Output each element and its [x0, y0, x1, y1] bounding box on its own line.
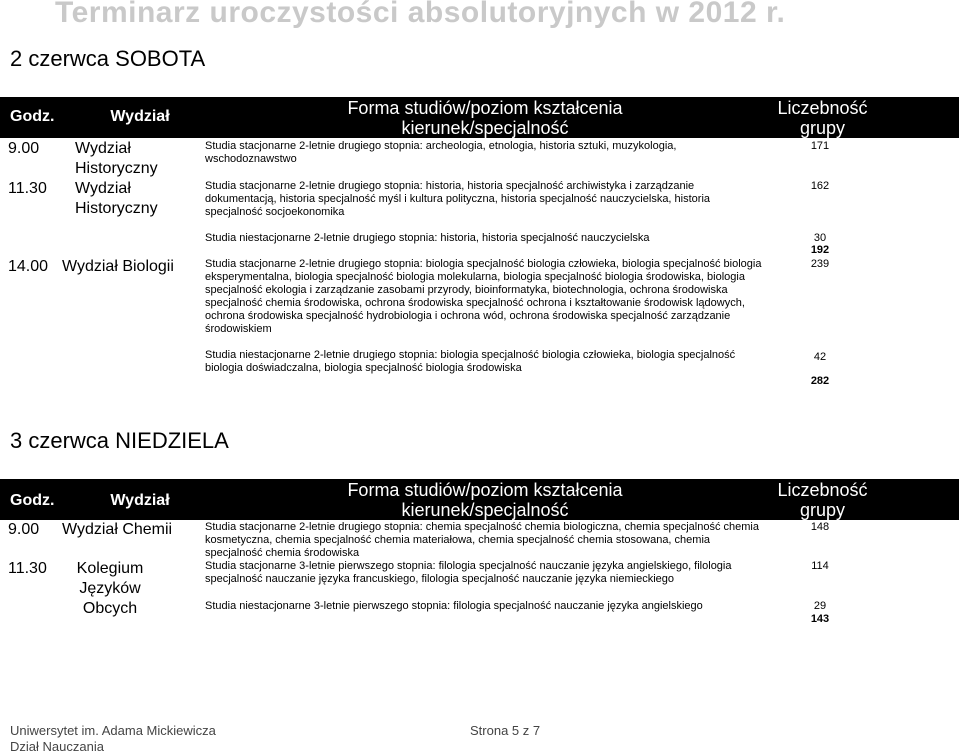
row-count: 30 — [813, 232, 827, 244]
row-time: 14.00 — [8, 258, 49, 275]
header-godz: Godz. — [10, 492, 55, 509]
table-header — [0, 479, 959, 520]
document-title: Terminarz uroczystości absolutoryjnych w 2012 r. — [55, 0, 786, 29]
row-description: Studia stacjonarne 2-letnie drugiego stopnia: biologia specjalność biologia człowieka, biologia specjalność biologia eksperymentalna, biologia specjalność biologia molekularna, biologia specjalność biologia środowiska, biologia specjalność ekologia i zarządzanie zasobami przyrody, bioinformatyka, biotechnologia, ochrona środowiska specjalność chemia środowiska, ochrona środowiska specjalność ochrona i kształtowanie środowisk lądowych, ochrona środowiska specjalność hydrobiologia i ochrona wód, ochrona środowiska specjalność zarządzanie środowiskiem — [205, 258, 762, 335]
row-description: Studia niestacjonarne 2-letnie drugiego stopnia: historia, historia specjalność nauczycielska — [205, 232, 650, 244]
row-time: 9.00 — [8, 140, 40, 157]
group-total: 143 — [810, 613, 830, 625]
row-count: 114 — [811, 560, 829, 572]
group-total: 282 — [810, 375, 830, 387]
row-faculty: Kolegium Języków Obcych — [76, 560, 144, 617]
row-description: Studia niestacjonarne 2-letnie drugiego stopnia: biologia specjalność biologia człowieka, biologia specjalność biologia doświadczalna, biologia specjalność biologia środowiska — [205, 349, 736, 374]
footer-institution — [10, 723, 216, 755]
header-liczebnosc: Liczebność grupy — [777, 480, 868, 520]
row-faculty: Wydział Historyczny — [75, 140, 158, 177]
row-count: 29 — [813, 600, 827, 612]
row-time: 9.00 — [8, 521, 40, 538]
row-description: Studia stacjonarne 2-letnie drugiego stopnia: chemia specjalność chemia biologiczna, chemia specjalność chemia kosmetyczna, chemia specjalność chemia materiałowa, chemia specjalność chemia stosowana, chemia specjalność chemia środowiska — [205, 521, 759, 559]
row-faculty: Wydział Chemii — [62, 521, 173, 538]
row-description: Studia niestacjonarne 3-letnie pierwszego stopnia: filologia specjalność nauczanie języka angielskiego — [205, 600, 703, 612]
row-time: 11.30 — [8, 180, 47, 197]
header-wydzial: Wydział — [110, 492, 170, 509]
row-faculty: Wydział Historyczny — [75, 180, 158, 217]
row-faculty: Wydział Biologii — [62, 258, 174, 275]
header-liczebnosc: Liczebność grupy — [777, 98, 868, 138]
footer-line1: Uniwersytet im. Adama Mickiewicza — [10, 723, 216, 738]
row-count: 171 — [810, 140, 830, 152]
row-description: Studia stacjonarne 2-letnie drugiego stopnia: historia, historia specjalność archiwistyka i zarządzanie dokumentacją, historia specjalność myśl i kultura polityczna, historia specjalność nauczycielska, historia specjalność socjoekonomika — [205, 180, 711, 218]
row-count: 239 — [810, 258, 830, 270]
header-forma: Forma studiów/poziom kształcenia kierunek/specjalność — [347, 98, 623, 138]
row-count: 148 — [810, 521, 830, 533]
group-total: 192 — [810, 244, 830, 256]
row-description: Studia stacjonarne 2-letnie drugiego stopnia: archeologia, etnologia, historia sztuki, muzykologia, wschodoznawstwo — [205, 140, 677, 165]
table-header — [0, 97, 959, 138]
day-heading: 3 czerwca NIEDZIELA — [10, 428, 229, 453]
header-godz: Godz. — [10, 108, 55, 125]
row-count: 42 — [813, 351, 827, 363]
row-count: 162 — [810, 180, 830, 192]
page-number: Strona 5 z 7 — [470, 723, 541, 738]
header-wydzial: Wydział — [110, 108, 170, 125]
footer-line2: Dział Nauczania — [10, 739, 104, 754]
day-heading: 2 czerwca SOBOTA — [10, 46, 206, 71]
header-forma: Forma studiów/poziom kształcenia kierunek/specjalność — [347, 480, 623, 520]
row-time: 11.30 — [8, 560, 47, 577]
row-description: Studia stacjonarne 3-letnie pierwszego stopnia: filologia specjalność nauczanie języka angielskiego, filologia specjalność nauczanie języka francuskiego, filologia specjalność nauczanie języka niemieckiego — [205, 560, 732, 585]
